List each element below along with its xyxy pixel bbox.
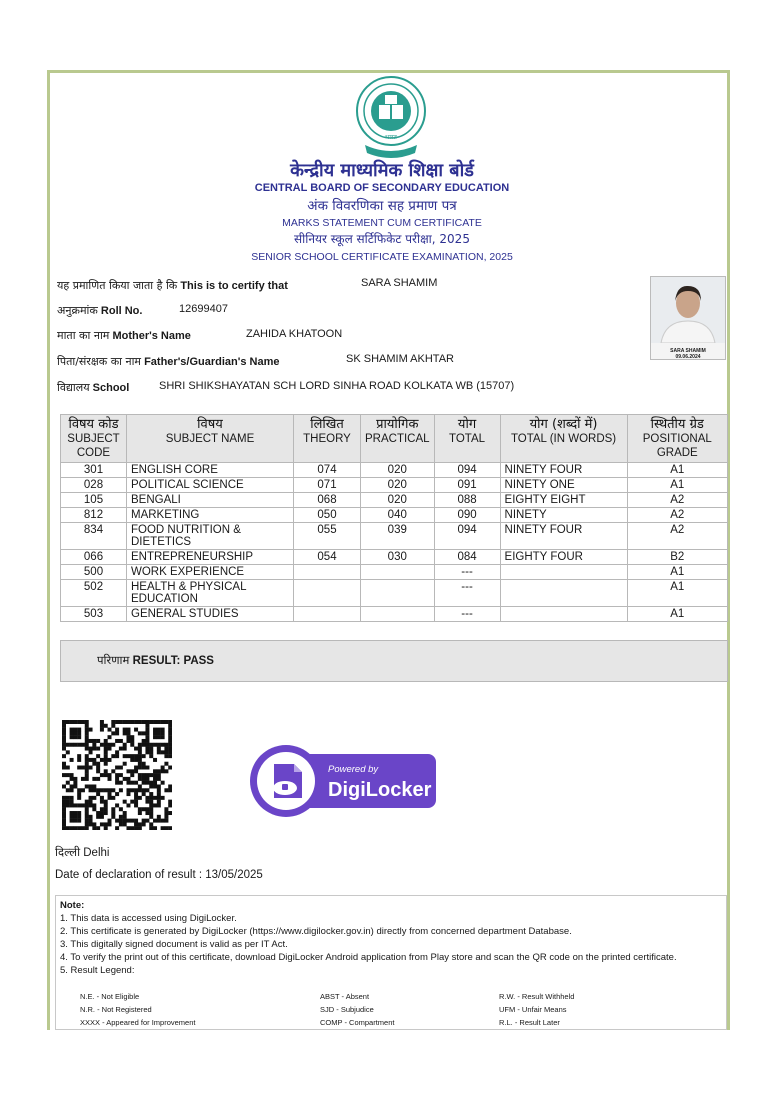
- mother-name: ZAHIDA KHATOON: [246, 328, 343, 340]
- table-cell-code: 812: [61, 508, 127, 523]
- table-cell-theory: 054: [294, 550, 361, 565]
- note-line-1: 1. This data is accessed using DigiLocker.: [60, 913, 237, 924]
- digilocker-brand: DigiLocker: [328, 779, 432, 801]
- table-cell-practical: 020: [361, 493, 435, 508]
- table-cell-name: FOOD NUTRITION & DIETETICS: [127, 523, 294, 550]
- certify-label-english: This is to certify that: [180, 280, 288, 292]
- header-theory: लिखित THEORY: [294, 415, 361, 463]
- table-row: [61, 478, 728, 493]
- table-cell-code: 834: [61, 523, 127, 550]
- roll-label-hindi: अनुक्रमांक: [57, 304, 98, 317]
- legend-item: N.R. - Not Registered: [80, 1005, 152, 1014]
- board-name-english: CENTRAL BOARD OF SECONDARY EDUCATION: [254, 182, 510, 194]
- legend-item: COMP - Compartment: [320, 1018, 395, 1027]
- table-cell-name: WORK EXPERIENCE: [127, 565, 294, 580]
- logo-caption: भारत: [385, 134, 397, 141]
- table-row: [61, 565, 728, 580]
- note-line-3: 3. This digitally signed document is valid as per IT Act.: [60, 939, 288, 950]
- table-cell-theory: [294, 580, 361, 607]
- digilocker-badge[interactable]: [250, 742, 438, 820]
- header-practical: प्रायोगिक PRACTICAL: [361, 415, 435, 463]
- table-cell-total: ---: [434, 565, 500, 580]
- table-cell-total: ---: [434, 607, 500, 622]
- table-cell-code: 105: [61, 493, 127, 508]
- table-cell-code: 301: [61, 463, 127, 478]
- table-cell-practical: 039: [361, 523, 435, 550]
- note-line-2: 2. This certificate is generated by DigiLocker (https://www.digilocker.gov.in) directly from concerned department Database.: [60, 926, 572, 937]
- table-cell-theory: [294, 607, 361, 622]
- school-name: SHRI SHIKSHAYATAN SCH LORD SINHA ROAD KOLKATA WB (15707): [159, 380, 515, 392]
- father-label-english: Father's/Guardian's Name: [144, 356, 280, 368]
- student-photo: [650, 276, 726, 360]
- table-cell-words: [500, 565, 627, 580]
- table-header-row: [61, 415, 728, 463]
- legend-item: SJD - Subjudice: [320, 1005, 374, 1014]
- table-cell-total: 088: [434, 493, 500, 508]
- table-cell-total: 090: [434, 508, 500, 523]
- school-label: [57, 380, 129, 395]
- table-cell-words: NINETY FOUR: [500, 463, 627, 478]
- header-total: योग TOTAL: [434, 415, 500, 463]
- place-hindi: दिल्ली: [55, 845, 81, 859]
- result-line: [97, 653, 214, 668]
- mother-label-hindi: माता का नाम: [57, 329, 110, 342]
- table-row: [61, 607, 728, 622]
- legend-item: ABST - Absent: [320, 992, 370, 1001]
- digilocker-powered-by: Powered by: [328, 764, 379, 775]
- table-row: [61, 523, 728, 550]
- table-cell-practical: 030: [361, 550, 435, 565]
- note-line-5: 5. Result Legend:: [60, 965, 135, 976]
- table-cell-words: EIGHTY EIGHT: [500, 493, 627, 508]
- table-cell-theory: [294, 565, 361, 580]
- result-label-english: RESULT:: [132, 655, 181, 667]
- table-cell-code: 028: [61, 478, 127, 493]
- table-cell-practical: 040: [361, 508, 435, 523]
- board-name-hindi: केन्द्रीय माध्यमिक शिक्षा बोर्ड: [290, 160, 474, 181]
- table-cell-name: HEALTH & PHYSICAL EDUCATION: [127, 580, 294, 607]
- exam-title-hindi: सीनियर स्कूल सर्टिफिकेट परीक्षा, 2025: [294, 232, 470, 246]
- table-cell-name: BENGALI: [127, 493, 294, 508]
- note-line-4: 4. To verify the print out of this certificate, download DigiLocker Android application from Play store and scan the QR code on the printed certificate.: [60, 952, 677, 963]
- result-box: [60, 640, 728, 682]
- table-cell-name: GENERAL STUDIES: [127, 607, 294, 622]
- table-row: [61, 550, 728, 565]
- father-label: [57, 354, 280, 369]
- father-label-hindi: पिता/संरक्षक का नाम: [57, 355, 142, 368]
- header-subject-name: विषय SUBJECT NAME: [127, 415, 294, 463]
- table-cell-grade: A1: [627, 565, 727, 580]
- mother-label: [57, 328, 191, 343]
- table-cell-theory: 074: [294, 463, 361, 478]
- table-cell-theory: 068: [294, 493, 361, 508]
- school-label-hindi: विद्यालय: [57, 381, 90, 394]
- note-title: Note:: [60, 900, 85, 911]
- table-cell-name: ENTREPRENEURSHIP: [127, 550, 294, 565]
- declaration-line: [55, 869, 263, 881]
- school-label-english: School: [92, 382, 130, 394]
- photo-caption-name: SARA SHAMIM: [670, 348, 706, 354]
- qr-code[interactable]: [62, 720, 172, 830]
- table-cell-grade: A2: [627, 508, 727, 523]
- table-cell-name: ENGLISH CORE: [127, 463, 294, 478]
- exam-title-english: SENIOR SCHOOL CERTIFICATE EXAMINATION, 2025: [251, 251, 513, 263]
- table-cell-grade: A1: [627, 478, 727, 493]
- table-cell-practical: 020: [361, 463, 435, 478]
- table-cell-theory: 071: [294, 478, 361, 493]
- student-name: SARA SHAMIM: [361, 277, 438, 289]
- table-cell-total: 094: [434, 463, 500, 478]
- legend-item: R.W. - Result Withheld: [499, 992, 575, 1001]
- table-cell-words: NINETY: [500, 508, 627, 523]
- declaration-date: 13/05/2025: [205, 869, 263, 881]
- table-cell-practical: [361, 580, 435, 607]
- table-cell-practical: [361, 565, 435, 580]
- father-name: SK SHAMIM AKHTAR: [346, 353, 454, 365]
- table-cell-words: EIGHTY FOUR: [500, 550, 627, 565]
- header-grade: स्थितीय ग्रेड POSITIONAL GRADE: [627, 415, 727, 463]
- lock-icon: [282, 784, 288, 790]
- certificate-title-hindi: अंक विवरणिका सह प्रमाण पत्र: [307, 198, 457, 214]
- table-cell-words: NINETY ONE: [500, 478, 627, 493]
- table-cell-words: [500, 607, 627, 622]
- table-cell-code: 503: [61, 607, 127, 622]
- table-cell-grade: A2: [627, 523, 727, 550]
- table-cell-code: 500: [61, 565, 127, 580]
- table-cell-total: ---: [434, 580, 500, 607]
- table-row: [61, 508, 728, 523]
- photo-caption-date: 09.06.2024: [675, 354, 701, 360]
- certify-line: [57, 278, 288, 293]
- place-english: Delhi: [83, 847, 110, 859]
- table-cell-grade: A1: [627, 607, 727, 622]
- table-cell-name: MARKETING: [127, 508, 294, 523]
- table-cell-code: 066: [61, 550, 127, 565]
- table-cell-practical: 020: [361, 478, 435, 493]
- header-total-words: योग (शब्दों में) TOTAL (IN WORDS): [500, 415, 627, 463]
- table-cell-total: 091: [434, 478, 500, 493]
- result-label-hindi: परिणाम: [97, 653, 130, 667]
- certificate-title-english: MARKS STATEMENT CUM CERTIFICATE: [282, 217, 482, 229]
- header-subject-code: विषय कोड SUBJECT CODE: [61, 415, 127, 463]
- table-cell-grade: B2: [627, 550, 727, 565]
- declaration-label: Date of declaration of result :: [55, 869, 203, 881]
- table-row: [61, 580, 728, 607]
- legend-item: UFM - Unfair Means: [499, 1005, 567, 1014]
- table-cell-practical: [361, 607, 435, 622]
- roll-number: 12699407: [179, 303, 228, 315]
- note-box: [55, 895, 727, 1030]
- cbse-logo-icon: [355, 75, 427, 159]
- marks-table: [60, 414, 728, 622]
- roll-label: [57, 303, 142, 318]
- table-cell-grade: A2: [627, 493, 727, 508]
- certify-label-hindi: यह प्रमाणित किया जाता है कि: [57, 279, 178, 292]
- table-cell-theory: 055: [294, 523, 361, 550]
- table-cell-code: 502: [61, 580, 127, 607]
- place-line: [55, 845, 109, 860]
- mother-label-english: Mother's Name: [112, 330, 191, 342]
- result-value: PASS: [183, 655, 214, 667]
- table-cell-theory: 050: [294, 508, 361, 523]
- roll-label-english: Roll No.: [100, 305, 143, 317]
- table-cell-words: [500, 580, 627, 607]
- legend-item: XXXX - Appeared for Improvement: [80, 1018, 196, 1027]
- student-photo-image: [651, 277, 725, 343]
- table-cell-name: POLITICAL SCIENCE: [127, 478, 294, 493]
- table-row: [61, 463, 728, 478]
- table-cell-words: NINETY FOUR: [500, 523, 627, 550]
- legend-item: N.E. - Not Eligible: [80, 992, 140, 1001]
- table-row: [61, 493, 728, 508]
- table-cell-total: 094: [434, 523, 500, 550]
- table-cell-total: 084: [434, 550, 500, 565]
- table-cell-grade: A1: [627, 580, 727, 607]
- legend-item: R.L. - Result Later: [499, 1018, 560, 1027]
- table-cell-grade: A1: [627, 463, 727, 478]
